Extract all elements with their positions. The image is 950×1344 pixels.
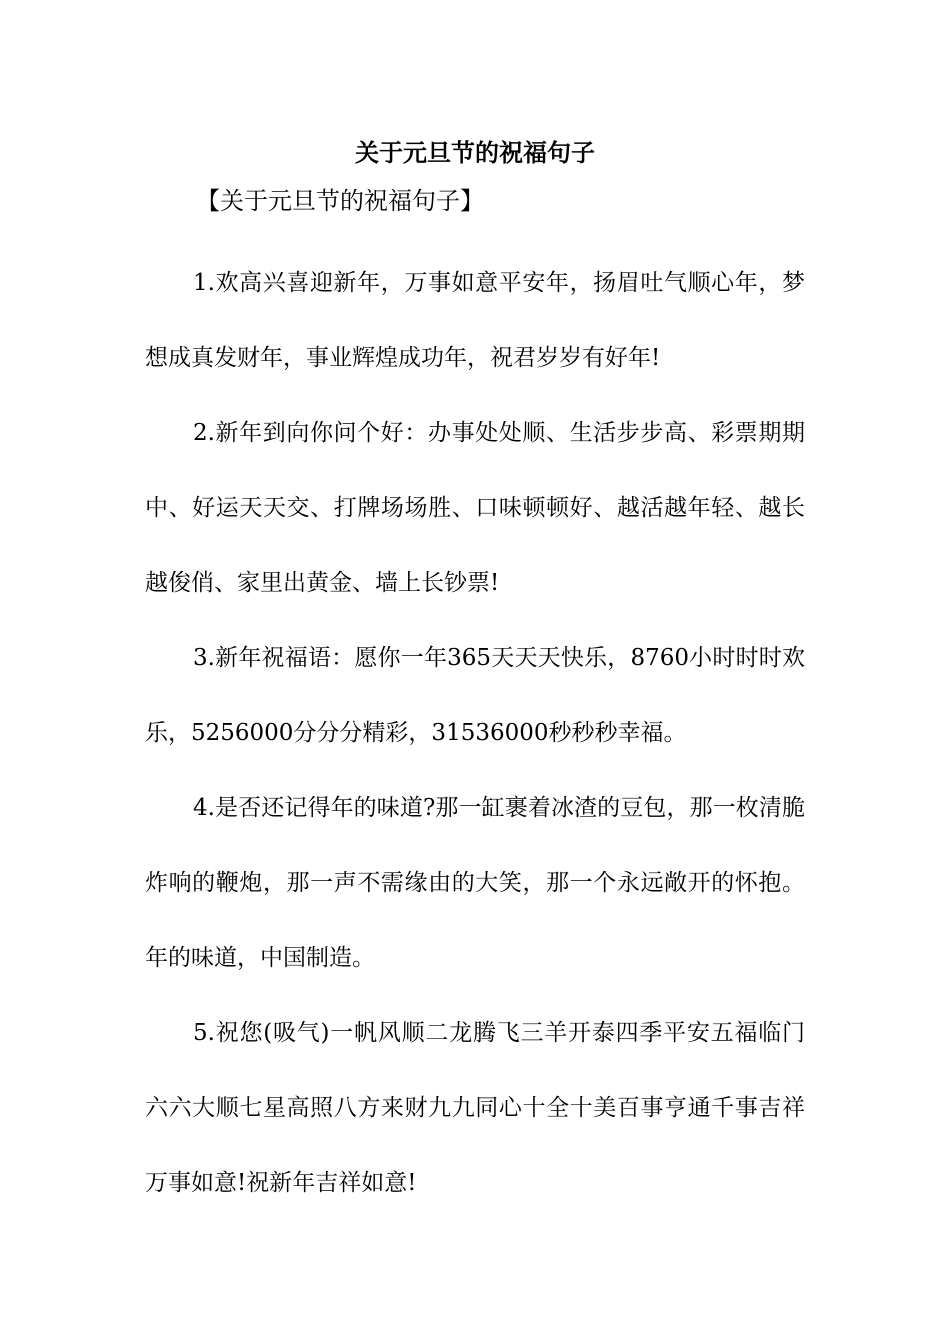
- paragraph-2: 2.新年到向你问个好：办事处处顺、生活步步高、彩票期期中、好运天天交、打牌场场胜、口味顿顿好、越活越年轻、越长越俊俏、家里出黄金、墙上长钞票!: [145, 420, 805, 596]
- document-body: [145, 246, 805, 1221]
- paragraph-5: 5.祝您(吸气)一帆风顺二龙腾飞三羊开泰四季平安五福临门六六大顺七星高照八方来财九九同心十全十美百事亨通千事吉祥万事如意!祝新年吉祥如意!: [145, 1020, 805, 1196]
- document-subtitle: 【关于元旦节的祝福句子】: [196, 187, 484, 215]
- paragraph-4: 4.是否还记得年的味道?那一缸裹着冰渣的豆包，那一枚清脆炸响的鞭炮，那一声不需缘由的大笑，那一个永远敞开的怀抱。年的味道，中国制造。: [145, 795, 805, 971]
- document-title: 关于元旦节的祝福句子: [355, 139, 595, 167]
- paragraph-1: 1.欢高兴喜迎新年，万事如意平安年，扬眉吐气顺心年，梦想成真发财年，事业辉煌成功年，祝君岁岁有好年!: [145, 270, 805, 371]
- paragraph-3: 3.新年祝福语：愿你一年365天天天快乐，8760小时时时欢乐，5256000分分分精彩，31536000秒秒秒幸福。: [145, 645, 805, 746]
